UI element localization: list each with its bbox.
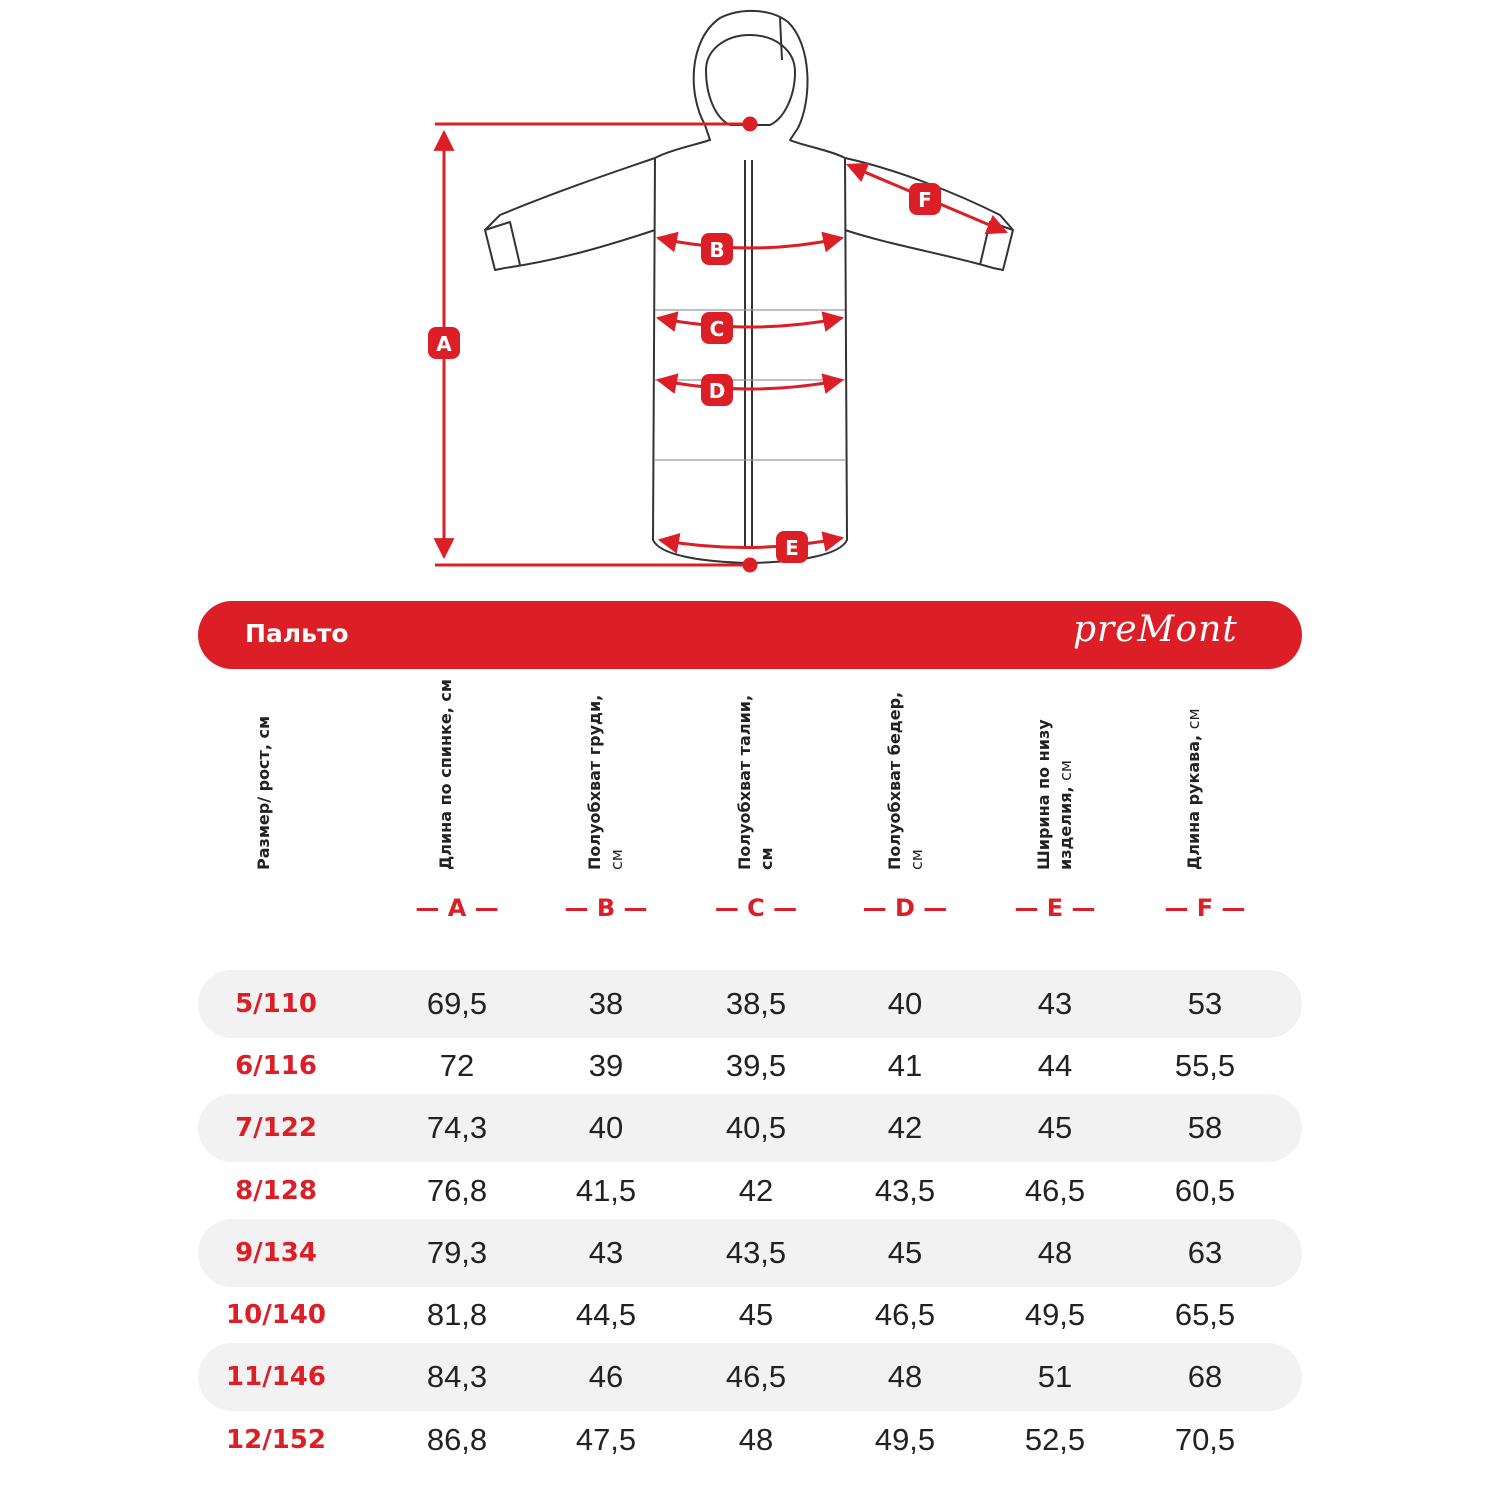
label-b: B bbox=[709, 238, 725, 262]
brand-logo: preMont bbox=[1073, 609, 1238, 650]
value-cell: 53 bbox=[1187, 986, 1223, 1021]
label-e: E bbox=[785, 536, 799, 560]
value-cell: 46,5 bbox=[725, 1359, 787, 1394]
column-header-label: Длина рукава, bbox=[1184, 729, 1203, 870]
value-cell: 60,5 bbox=[1174, 1173, 1236, 1208]
column-header-label: Полуобхват груди, bbox=[585, 694, 604, 870]
column-header-text bbox=[1033, 670, 1077, 870]
table-row bbox=[198, 1094, 1302, 1162]
column-header bbox=[734, 694, 794, 870]
value-cell: 51 bbox=[1037, 1359, 1073, 1394]
value-cell: 46 bbox=[588, 1359, 624, 1394]
value-cell: 38,5 bbox=[725, 986, 787, 1021]
value-cell: 42 bbox=[738, 1173, 774, 1208]
value-cell: 45 bbox=[738, 1297, 774, 1332]
value-cell: 68 bbox=[1187, 1359, 1223, 1394]
value-cell: 72 bbox=[439, 1048, 475, 1083]
measure-b bbox=[658, 233, 842, 265]
column-header-unit: см bbox=[1056, 759, 1075, 781]
column-header-text bbox=[1183, 670, 1205, 870]
value-cell: 86,8 bbox=[426, 1422, 488, 1457]
value-cell: 43,5 bbox=[874, 1173, 936, 1208]
value-cell: 38 bbox=[588, 986, 624, 1021]
value-cell: 39,5 bbox=[725, 1048, 787, 1083]
column-header-text bbox=[884, 670, 928, 870]
column-header bbox=[584, 694, 644, 870]
table-row bbox=[198, 1032, 1302, 1100]
column-letter: — C — bbox=[714, 894, 798, 922]
table-row bbox=[198, 1281, 1302, 1349]
value-cell: 84,3 bbox=[426, 1359, 488, 1394]
size-cell: 10/140 bbox=[226, 1300, 326, 1330]
value-cell: 48 bbox=[887, 1359, 923, 1394]
size-cell: 12/152 bbox=[226, 1425, 326, 1455]
table-row bbox=[198, 1343, 1302, 1411]
column-header bbox=[884, 691, 944, 870]
coat-outline bbox=[485, 11, 1013, 563]
value-cell: 52,5 bbox=[1024, 1422, 1086, 1457]
column-header-unit: см bbox=[1184, 708, 1203, 730]
column-header-label: Размер/ рост, см bbox=[254, 715, 273, 870]
column-header-label: Полуобхват бедер, bbox=[885, 691, 904, 870]
title-bar bbox=[198, 601, 1302, 669]
column-header bbox=[1033, 700, 1093, 870]
column-header-unit: см bbox=[607, 849, 626, 870]
column-header bbox=[1183, 700, 1243, 870]
table-row bbox=[198, 1157, 1302, 1225]
value-cell: 69,5 bbox=[426, 986, 488, 1021]
value-cell: 45 bbox=[887, 1235, 923, 1270]
label-a: A bbox=[436, 332, 452, 356]
value-cell: 43,5 bbox=[725, 1235, 787, 1270]
table-row bbox=[198, 1219, 1302, 1287]
value-cell: 49,5 bbox=[1024, 1297, 1086, 1332]
value-cell: 48 bbox=[1037, 1235, 1073, 1270]
value-cell: 48 bbox=[738, 1422, 774, 1457]
table-row bbox=[198, 1406, 1302, 1474]
column-header bbox=[435, 679, 495, 870]
value-cell: 58 bbox=[1187, 1110, 1223, 1145]
column-header-unit: см bbox=[907, 849, 926, 870]
value-cell: 41,5 bbox=[575, 1173, 637, 1208]
value-cell: 44 bbox=[1037, 1048, 1073, 1083]
value-cell: 40 bbox=[588, 1110, 624, 1145]
column-letter: — E — bbox=[1014, 894, 1096, 922]
product-title: Пальто bbox=[245, 619, 349, 648]
label-f: F bbox=[918, 188, 932, 212]
label-d: D bbox=[708, 379, 726, 403]
size-cell: 9/134 bbox=[235, 1238, 317, 1268]
value-cell: 40,5 bbox=[725, 1110, 787, 1145]
column-header-label: Полуобхват талии, см bbox=[735, 694, 776, 870]
value-cell: 45 bbox=[1037, 1110, 1073, 1145]
size-cell: 6/116 bbox=[235, 1051, 317, 1081]
value-cell: 79,3 bbox=[426, 1235, 488, 1270]
column-header-label: Ширина по низу изделия, bbox=[1034, 719, 1075, 870]
column-letter: — B — bbox=[564, 894, 648, 922]
value-cell: 65,5 bbox=[1174, 1297, 1236, 1332]
value-cell: 46,5 bbox=[874, 1297, 936, 1332]
value-cell: 70,5 bbox=[1174, 1422, 1236, 1457]
value-cell: 41 bbox=[887, 1048, 923, 1083]
value-cell: 43 bbox=[1037, 986, 1073, 1021]
label-c: C bbox=[709, 317, 725, 341]
value-cell: 40 bbox=[887, 986, 923, 1021]
value-cell: 47,5 bbox=[575, 1422, 637, 1457]
column-header-text bbox=[734, 670, 778, 870]
value-cell: 39 bbox=[588, 1048, 624, 1083]
measure-d bbox=[658, 374, 842, 406]
value-cell: 63 bbox=[1187, 1235, 1223, 1270]
column-header-text bbox=[435, 670, 457, 870]
column-header-text bbox=[253, 670, 275, 870]
value-cell: 42 bbox=[887, 1110, 923, 1145]
measure-a bbox=[428, 118, 756, 571]
column-header-label: Длина по спинке, см bbox=[436, 679, 455, 870]
column-header-text bbox=[584, 670, 628, 870]
size-cell: 5/110 bbox=[235, 989, 317, 1019]
value-cell: 76,8 bbox=[426, 1173, 488, 1208]
value-cell: 74,3 bbox=[426, 1110, 488, 1145]
column-letter: — A — bbox=[415, 894, 499, 922]
size-cell: 11/146 bbox=[226, 1362, 326, 1392]
coat-measurement-diagram bbox=[0, 0, 1500, 600]
value-cell: 46,5 bbox=[1024, 1173, 1086, 1208]
column-header bbox=[253, 700, 313, 870]
value-cell: 43 bbox=[588, 1235, 624, 1270]
value-cell: 44,5 bbox=[575, 1297, 637, 1332]
value-cell: 49,5 bbox=[874, 1422, 936, 1457]
value-cell: 55,5 bbox=[1174, 1048, 1236, 1083]
size-cell: 8/128 bbox=[235, 1176, 317, 1206]
value-cell: 81,8 bbox=[426, 1297, 488, 1332]
column-letter: — F — bbox=[1164, 894, 1246, 922]
size-cell: 7/122 bbox=[235, 1113, 317, 1143]
column-letter: — D — bbox=[862, 894, 948, 922]
measure-c bbox=[658, 312, 842, 344]
table-row bbox=[198, 970, 1302, 1038]
